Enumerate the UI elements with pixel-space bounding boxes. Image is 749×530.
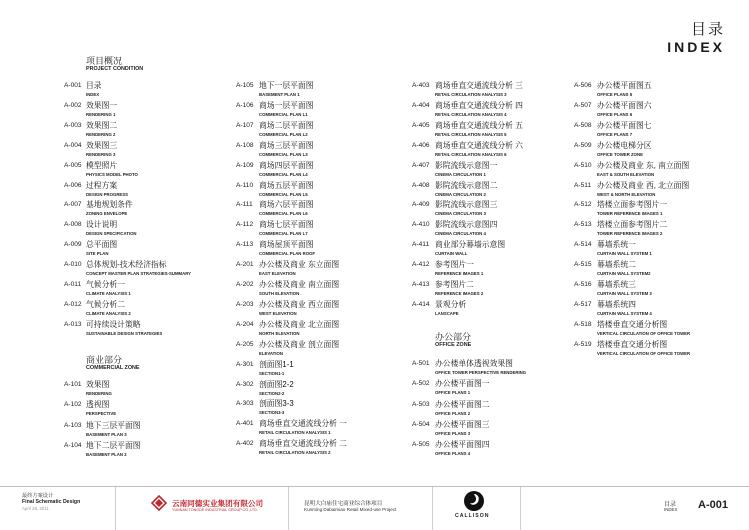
sheet-code: A-101	[64, 381, 82, 388]
sheet-title-en: OFFICE TOWER PERSPECTIVE RENDERING	[435, 370, 527, 375]
sheet-code: A-203	[236, 300, 254, 308]
sheet-code: A-204	[236, 320, 254, 328]
sheet-title-en: EAST ELEVATION	[259, 271, 296, 277]
sheet-code: A-201	[236, 261, 254, 269]
sheet-title-cn: 气候分析一	[86, 280, 125, 289]
sheet-title-cn: 办公楼单体透视效果图	[435, 359, 513, 368]
sheet-title-en: TOWER REFERENCE IMAGES 2	[597, 231, 663, 237]
sheet-title-en: COMMERCIAL PLAN L4	[259, 171, 308, 177]
sheet-title-en: RETAIL CIRCULATION ANALYSIS 4	[435, 111, 507, 117]
sheet-code: A-109	[236, 161, 254, 169]
sheet-code: A-202	[236, 281, 254, 288]
sheet-title-cn: 商场垂直交通流线分析 四	[435, 100, 523, 110]
sheet-code: A-401	[236, 420, 254, 428]
sheet-code: A-102	[64, 401, 82, 409]
sheet-title-en: REFERENCE IMAGES 2	[435, 291, 484, 296]
sheet-code: A-113	[236, 241, 254, 249]
sheet-title-cn: 效果图	[86, 380, 110, 389]
sheet-title-en: COMMERCIAL PLAN L5	[259, 191, 308, 197]
sheet-title-en: CURTAIN WALL SYSTEM 1	[597, 251, 652, 257]
sheet-title-cn: 幕墙系统三	[597, 280, 636, 289]
sheet-title-cn: 商场垂直交通流线分析 三	[435, 81, 523, 90]
sheet-title-en: RENDERING 3	[86, 151, 116, 157]
sheet-title-cn: 目录	[86, 81, 102, 90]
sheet-title-cn: 办公楼平面图五	[597, 81, 652, 90]
sheet-title-en: CURTAIN WALL SYSTEM2	[597, 271, 651, 277]
sheet-title-cn: 商场六层平面图	[259, 200, 314, 210]
sheet-title-cn: 商业部分幕墙示意图	[435, 240, 506, 250]
sheet-code: A-413	[412, 281, 430, 288]
sheet-code: A-517	[574, 300, 592, 308]
sheet-title-cn: 效果图一	[86, 100, 118, 110]
sheet-title-en: OFFICE PLANS 3	[435, 430, 471, 436]
sheet-code: A-408	[412, 181, 430, 189]
sheet-code: A-006	[64, 181, 82, 189]
sheet-title-cn: 参考图片二	[435, 280, 474, 289]
sheet-title-en: BASEMENT PLAN 2	[86, 451, 127, 457]
sheet-title-en: VERTICAL CIRCULATION OF OFFICE TOWER	[597, 330, 691, 336]
sheet-title-cn: 塔楼立面参考图片二	[597, 220, 668, 230]
sheet-code: A-504	[412, 420, 430, 428]
stage-label-en: Final Schematic Design	[22, 499, 81, 505]
sheet-code: A-516	[574, 281, 592, 288]
sheet-code: A-503	[412, 400, 430, 408]
sheet-title-cn: 设计说明	[86, 220, 118, 230]
sheet-code: A-414	[412, 300, 430, 308]
sheet-code: A-303	[236, 400, 254, 408]
sheet-title-en: OFFICE PLANS 2	[435, 410, 471, 416]
page-title-cn: 目录	[690, 21, 725, 38]
sheet-title-cn: 影院流线示意图一	[435, 160, 498, 170]
sheet-code: A-003	[64, 121, 82, 129]
sheet-title-en: SECTION2-2	[259, 390, 285, 396]
sheet-title-en: RETAIL CIRCULATION ANALYSIS 2	[259, 450, 331, 456]
sheet-title-cn: 商场五层平面图	[259, 180, 314, 190]
sheet-title-cn: 塔楼垂直交通分析图	[597, 339, 668, 349]
sheet-title-en: CLIMATE ANALYSIS 2	[86, 310, 131, 316]
sheet-title-en: RETAIL CIRCULATION ANALYSIS 1	[259, 430, 331, 436]
sheet-title-cn: 办公楼平面图四	[435, 440, 490, 450]
sheet-code: A-513	[574, 221, 592, 229]
footer-title-block	[0, 486, 749, 530]
sheet-title-en: TOWER REFERENCE IMAGES 1	[597, 211, 663, 217]
sheet-title-en: COMMERCIAL PLAN L7	[259, 231, 308, 237]
project-name-cn: 昆明大白庙住宅商业综合体项目	[304, 501, 383, 507]
sheet-code: A-110	[236, 181, 254, 189]
sheet-title-cn: 模型照片	[86, 160, 118, 170]
sheet-title-cn: 办公楼电梯分区	[597, 140, 652, 150]
sheet-code: A-501	[412, 360, 430, 367]
sheet-title-cn: 过程方案	[86, 180, 118, 190]
sheet-title-cn: 透视图	[86, 400, 110, 410]
sheet-title-cn: 地下三层平面图	[86, 420, 141, 430]
sheet-code: A-514	[574, 241, 592, 249]
sheet-code: A-518	[574, 320, 592, 328]
sheet-title-en: OFFICE PLANS 6	[597, 111, 633, 117]
sheet-title-en: ELEVATION	[259, 350, 283, 356]
sheet-code: A-105	[236, 82, 254, 89]
sheet-title-en: COMMERCIAL PLAN L6	[259, 211, 308, 217]
sheet-title-en: RETAIL CIRCULATION ANALYSIS 6	[435, 151, 507, 157]
sheet-title-cn: 办公楼及商业 南立面图	[259, 280, 340, 289]
sheet-title-cn: 可持续设计策略	[86, 319, 141, 329]
sheet-code: A-007	[64, 201, 82, 209]
sheet-title-cn: 影院流线示意图三	[435, 200, 498, 210]
sheet-title-en: COMMERCIAL PLAN L2	[259, 131, 308, 137]
sheet-title-cn: 基地规划条件	[86, 200, 133, 210]
sheet-title-cn: 剖面图2-2	[259, 379, 294, 389]
sheet-title-cn: 幕墙系统四	[597, 299, 636, 309]
sheet-title-cn: 参考图片一	[435, 260, 474, 270]
sheet-title-en: OFFICE PLANS 7	[597, 131, 633, 137]
section-title-cn: 项目概况	[86, 56, 123, 66]
sheet-title-en: CINEMA CIRCULATION 2	[435, 191, 486, 197]
footer-divider	[520, 487, 521, 530]
sheet-title-en: COMMERCIAL PLAN L1	[259, 111, 308, 117]
sheet-title-en: OFFICE PLANS 1	[435, 390, 471, 396]
sheet-title-en: WEST & NORTH ELEVATION	[597, 191, 656, 197]
sheet-title-en: COMMERCIAL PLAN L3	[259, 151, 308, 157]
sheet-title-cn: 影院流线示意图二	[435, 180, 498, 190]
sheet-title-en: VERTICAL CIRCULATION OF OFFICE TOWER	[597, 350, 691, 356]
sheet-title-cn: 办公楼平面图六	[597, 100, 652, 110]
footer-divider	[115, 487, 116, 530]
page-title-en: INDEX	[667, 39, 725, 55]
sheet-title-cn: 剖面图3-3	[259, 399, 294, 409]
sheet-code: A-502	[412, 380, 430, 388]
sheet-code: A-406	[412, 141, 430, 149]
sheet-code: A-005	[64, 161, 82, 169]
sheet-title-cn: 气候分析二	[86, 299, 125, 309]
sheet-code: A-405	[412, 121, 430, 129]
sheet-title-en: COMMERCIAL PLAN ROOF	[259, 251, 316, 257]
sheet-title-en: CLIMATE ANALYSIS 1	[86, 291, 131, 296]
callison-wordmark: CALLISON	[455, 513, 490, 519]
sheet-title-cn: 效果图二	[86, 120, 118, 130]
sheet-code: A-410	[412, 221, 430, 229]
sheet-code: A-004	[64, 141, 82, 149]
sheet-title-en: CINEMA CIRCULATION 3	[435, 211, 486, 217]
sheet-code: A-012	[64, 300, 82, 308]
sheet-title-en: CURTAIN WALL SYSTEM 4	[597, 310, 652, 316]
sheet-code: A-103	[64, 421, 82, 429]
sheet-code: A-010	[64, 261, 82, 269]
date-label: April 28, 2011	[22, 506, 49, 511]
sheet-title-en: RETAIL CIRCULATION ANALYSIS 5	[435, 131, 507, 137]
sheet-title-en: CURTAIN WALL SYSTEM 3	[597, 291, 652, 296]
section-header-office-zone	[435, 332, 471, 349]
sheet-title-cn: 办公楼及商业 东, 南立面图	[597, 160, 690, 170]
sheet-code: A-106	[236, 101, 254, 109]
sheet-title-cn: 商场垂直交通流线分析 五	[435, 120, 523, 130]
sheet-title-cn: 办公楼及商业 北立面图	[259, 319, 340, 329]
sheet-code: A-511	[574, 181, 592, 189]
section-title-cn: 办公部分	[435, 332, 472, 342]
footer-divider	[288, 487, 289, 530]
sheet-title-en: INDEX	[664, 507, 678, 512]
sheet-title-en: DESIGN PROGRESS	[86, 191, 129, 197]
sheet-title-en: CINEMA CIRCULATION 1	[435, 171, 486, 177]
sheet-title-cn: 办公楼平面图一	[435, 379, 490, 389]
sheet-code: A-510	[574, 161, 592, 169]
sheet-title-en: EAST & SOUTH ELEVATION	[597, 171, 655, 177]
sheet-number: A-001	[698, 499, 728, 511]
sheet-code: A-409	[412, 201, 430, 209]
sheet-code: A-506	[574, 82, 592, 89]
company-name-en: YUNNAN TONGDE INDUSTRIAL GROUP CO.,LTD.	[172, 508, 258, 512]
sheet-title-en: ZONING ENVELOPE	[86, 211, 128, 217]
sheet-title-cn: 目录	[664, 502, 677, 508]
sheet-title-cn: 商场二层平面图	[259, 120, 314, 130]
sheet-title-cn: 地下二层平面图	[86, 440, 141, 450]
sheet-code: A-509	[574, 141, 592, 149]
sheet-code: A-515	[574, 261, 592, 269]
title-block	[667, 22, 725, 56]
sheet-code: A-507	[574, 101, 592, 109]
sheet-title-cn: 商场七层平面图	[259, 220, 314, 230]
sheet-code: A-302	[236, 380, 254, 388]
sheet-code: A-404	[412, 101, 430, 109]
company-name-cn: 云南同德实业集团有限公司	[172, 499, 264, 508]
sheet-code: A-402	[236, 440, 254, 448]
sheet-title-cn: 剖面图1-1	[259, 359, 294, 369]
sheet-title-cn: 商场垂直交通流线分析 一	[259, 419, 347, 429]
sheet-title-en: SECTION3-3	[259, 410, 285, 416]
sheet-title-en: PHYSICS MODEL PHOTO	[86, 171, 138, 177]
sheet-title-cn: 办公楼及商业 西, 北立面图	[597, 180, 690, 190]
sheet-code: A-411	[412, 241, 430, 249]
sheet-title-en: RETAIL CIRCULATION ANALYSIS 3	[435, 92, 507, 97]
footer-divider	[432, 487, 433, 530]
sheet-title-en: PERSPECTIVE	[86, 411, 117, 417]
sheet-code: A-013	[64, 320, 82, 328]
sheet-code: A-407	[412, 161, 430, 169]
company-logo-icon	[150, 495, 168, 511]
sheet-title-en: CONCEPT MASTER PLAN STRATEGIES-SUMMARY	[86, 271, 192, 277]
sheet-code: A-111	[236, 201, 253, 209]
sheet-title-cn: 办公楼平面图七	[597, 120, 652, 130]
sheet-title-cn: 总体规划-技术经济指标	[86, 260, 167, 270]
stage-label-cn: 最终方案设计	[22, 493, 54, 499]
sheet-code: A-205	[236, 340, 254, 348]
sheet-title-cn: 商场屋顶平面图	[259, 240, 314, 250]
sheet-title-cn: 影院流线示意图四	[435, 220, 498, 230]
sheet-code: A-107	[236, 121, 254, 129]
sheet-title-en: SOUTH ELEVATION	[259, 291, 300, 296]
sheet-title-cn: 商场一层平面图	[259, 100, 314, 110]
sheet-code: A-009	[64, 241, 82, 249]
sheet-title-en: RENDERING 1	[86, 111, 116, 117]
sheet-title-cn: 景观分析	[435, 299, 467, 309]
sheet-title-en: SECTION1-1	[259, 370, 285, 376]
sheet-title-cn: 办公楼及商业 西立面图	[259, 299, 340, 309]
sheet-title-en: NORTH ELEVATION	[259, 330, 300, 336]
sheet-code: A-011	[64, 281, 82, 288]
sheet-code: A-512	[574, 201, 592, 209]
section-title-en: PROJECT CONDITION	[86, 66, 144, 72]
sheet-code: A-508	[574, 121, 592, 129]
sheet-title-cn: 幕墙系统二	[597, 260, 636, 270]
section-header-commercial-zone	[86, 355, 140, 372]
sheet-title-cn: 地下一层平面图	[259, 81, 314, 90]
sheet-title-cn: 商场四层平面图	[259, 160, 314, 170]
sheet-title-en: CURTAIN WALL	[435, 251, 468, 257]
sheet-title-cn: 办公楼及商业 剖立面图	[259, 339, 340, 349]
callison-logo-icon	[463, 490, 485, 512]
sheet-title-en: WEST ELEVATION	[259, 310, 297, 316]
sheet-title-cn: 塔楼立面参考图片一	[597, 200, 668, 210]
section-title-en: COMMERCIAL ZONE	[86, 365, 140, 371]
sheet-title-en: OFFICE PLANS 4	[435, 451, 471, 457]
sheet-code: A-108	[236, 141, 254, 149]
sheet-code: A-002	[64, 101, 82, 109]
sheet-title-en: DESIGN SPECIFICATION	[86, 231, 137, 237]
sheet-title-en: REFERENCE IMAGES 1	[435, 271, 484, 277]
sheet-code: A-519	[574, 340, 592, 348]
sheet-title-cn: 效果图三	[86, 140, 118, 150]
sheet-title-en: RENDERING	[86, 391, 112, 396]
sheet-code: A-301	[236, 360, 254, 368]
section-header-project-condition	[86, 56, 143, 73]
sheet-title-cn: 商场三层平面图	[259, 140, 314, 150]
project-name-en: Kunming Dabaimiao Retail Mixed-use Project	[304, 507, 397, 512]
sheet-code: A-505	[412, 441, 430, 449]
sheet-title-en: CINEMA CIRCULATION 4	[435, 231, 486, 237]
sheet-code: A-112	[236, 221, 254, 229]
sheet-title-en: SITE PLAN	[86, 251, 109, 257]
sheet-title-en: SUSTAINABLE DESIGN STRATEGIES	[86, 330, 163, 336]
sheet-title-en: BASEMENT PLAN 1	[259, 92, 300, 97]
sheet-title-en: RENDERING 2	[86, 131, 116, 137]
sheet-code: A-001	[64, 82, 82, 89]
sheet-title-en: OFFICE TOWER ZONE	[597, 151, 643, 157]
sheet-title-cn: 塔楼垂直交通分析图	[597, 319, 668, 329]
sheet-title-cn: 办公楼及商业 东立面图	[259, 260, 340, 270]
section-title-en: OFFICE ZONE	[435, 342, 472, 348]
sheet-title-cn: 幕墙系统一	[597, 240, 636, 250]
sheet-title-cn: 办公楼平面图三	[435, 419, 490, 429]
sheet-title-cn: 总平面图	[86, 240, 118, 250]
sheet-code: A-008	[64, 221, 82, 229]
section-title-cn: 商业部分	[86, 355, 123, 365]
sheet-title-en: OFFICE PLANS 5	[597, 92, 633, 97]
sheet-title-cn: 办公楼平面图二	[435, 399, 490, 409]
sheet-code: A-403	[412, 82, 430, 89]
sheet-title-cn: 商场垂直交通流线分析 二	[259, 439, 347, 449]
sheet-code: A-104	[64, 441, 82, 449]
sheet-title-cn: 商场垂直交通流线分析 六	[435, 140, 523, 150]
sheet-title-en: LANSCAPE	[435, 310, 459, 316]
sheet-title-en: BASEMENT PLAN 3	[86, 431, 127, 437]
sheet-title-en: INDEX	[86, 92, 100, 97]
sheet-code: A-412	[412, 261, 430, 269]
